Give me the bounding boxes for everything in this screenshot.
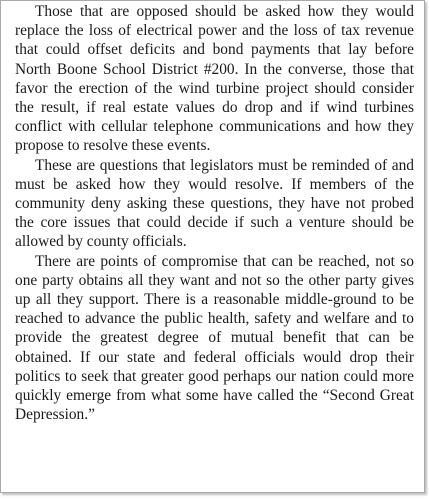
paragraph-opposition-questions: Those that are opposed should be asked how they would replace the loss of electrical power and the loss of tax revenue that could offset deficits and bond payments that lay before North Boone School District #200. In the converse, those that favor the erection of the wind turbine project should consider the result, if real estate values do drop and if wind turbines conflict with cellular telephone communications and how they propose to resolve these events.	[15, 3, 414, 155]
paragraph-compromise: There are points of compromise that can be reached, not so one party obtains all they want and not so the other party gives up all they support. There is a reasonable middle-ground to be reached to advance the public health, safety and welfare and to provide the greatest degree of mutual benefit that can be obtained. If our state and federal officials would drop their politics to seek that greater good perhaps our nation could more quickly emerge from what some have called the “Second Great Depression.”	[15, 252, 414, 424]
paragraph-legislators-questions: These are questions that legislators must be reminded of and must be asked how they would resolve. If members of the community deny asking these questions, they have not probed the core issues that could decide if such a venture should be allowed by county officials.	[15, 156, 414, 251]
document-text	[15, 2, 414, 424]
